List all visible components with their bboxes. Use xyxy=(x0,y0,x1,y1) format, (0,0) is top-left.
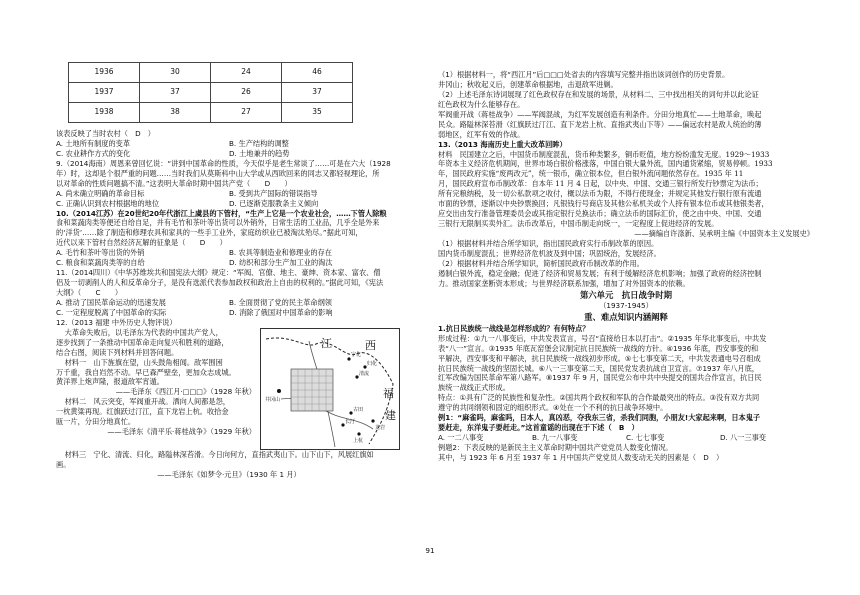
option: C. 农业耕作方式的变化 xyxy=(56,148,131,158)
right-column xyxy=(438,70,814,463)
question-13-title: 13.（2013 海南历史上重大改革回眸） xyxy=(438,139,567,149)
example-1-options xyxy=(438,433,814,443)
table-row xyxy=(69,63,353,83)
material-3-line: 画。 xyxy=(56,459,71,469)
question-13-part-2: （2）根据材料并结合所学知识，简析国民政府币制改革的作用。 xyxy=(438,258,644,268)
option: B. 全面贯彻了党的民主革命纲领 xyxy=(229,297,332,307)
option: A. 尚未确立明确的革命目标 xyxy=(56,188,145,198)
question-9-line: 年）时，这却是个很严重的问题……当时我们从莫斯科中山大学或从西欧回来的同志又都轻视理论，所 xyxy=(56,168,380,178)
map-label: 清流 xyxy=(359,370,370,377)
table-cell: 46 xyxy=(282,63,353,83)
question-11-options xyxy=(56,298,402,318)
material-line: 应交出由发行准备管理委员会或其指定银行兑换法币；确立法币的国际汇价，使之由中央、中国、交通 xyxy=(438,209,762,219)
table-cell: 37 xyxy=(140,83,211,103)
example-2-line: 例题2：下表反映的是新民主主义革命时期中国共产党党员人数变化情况。 xyxy=(438,443,673,452)
question-9-line: 以对革命的性质问题搞不清。”这表明大革命时期中国共产党（ D ） xyxy=(56,178,292,188)
page-number: 91 xyxy=(425,546,435,555)
answer-line: 遏制白银外流，稳定金融；促进了经济和贸易发展；有利于缓解经济危机影响；加强了政府的经济控制 xyxy=(438,268,762,278)
material-line: 年，国民政府实施“废两改元”，统一银币，确立银本位，但白银外流问题依然存在。1935 年 11 xyxy=(438,169,744,179)
question-10-line: 10.（2014江苏）在20世纪20年代浙江上虞县的下管村，“生产上它是一个农业社会，……下管人除粮 xyxy=(56,208,387,218)
option: D. 纺织和部分生产加工业的淘汰 xyxy=(229,258,333,268)
example-1-line: 例1：“麻雀吗，麻雀吗，日本人，真凶恶，夺我东三省，杀我们同胞，小朋友!大家起来啊，日本鬼子 xyxy=(438,413,761,423)
intro-line: 大革命失败后，以毛泽东为代表的中国共产党人， xyxy=(64,327,223,337)
table-cell: 24 xyxy=(211,63,282,83)
table-cell: 35 xyxy=(282,103,353,123)
question-9-line: 9.（2014海南）周恩来曾回忆说：“讲到中国革命的性质，今天似乎是老生常谈了……可是在六大（1928 xyxy=(56,158,391,168)
unit-years: （1937-1945） xyxy=(599,301,653,311)
answer-line: 力。推动国家垄断资本形成；与世界经济联系加强，增加了对外国资本的依赖。 xyxy=(438,278,690,288)
question-11-line: 大纲》（ C ） xyxy=(56,288,123,297)
table-row xyxy=(69,103,353,123)
map-label: 古田 xyxy=(353,406,364,413)
option: A. 土地所有制度的变革 xyxy=(56,138,131,148)
map-label: 归化 xyxy=(367,360,378,367)
intro-line: 结合右图，阅读下列材料并回答问题。 xyxy=(56,347,179,357)
option: B. 农具等制造业和修理业的存在 xyxy=(229,248,332,258)
unit-title: 第六单元 抗日战争时期 xyxy=(579,289,673,300)
knowledge-question: 1.抗日民族统一战线是怎样形成的？有何特点？ xyxy=(438,323,590,333)
question-8-stem: 该表反映了当时农村（ D ） xyxy=(56,129,155,138)
question-10-line: 近代以来下管村自然经济瓦解的征象是（ D ） xyxy=(56,238,227,248)
question-9-options xyxy=(56,189,402,209)
material-line: 市面的钞票，逐渐以中央钞票换回；凡银钱行号商店及其他公私机关或个人持有银本位币或其他银类者， xyxy=(438,199,769,209)
table-cell: 30 xyxy=(140,63,211,83)
knowledge-line: 形成过程：①九一八事变后，中共发表宣言，号召“直接给日本以打击”。②1935 年华北事变后，中共发 xyxy=(438,333,767,343)
knowledge-line: 红军改编为国民革命军第八路军。⑧1937 年 9 月，国民党公布中共中央提交的国共合作宣言，抗日民 xyxy=(438,373,762,383)
material-2-citation: ——毛泽东《清平乐·蒋桂战争》（1929 年秋） xyxy=(107,427,256,437)
map-label: 长汀 xyxy=(345,418,356,425)
option: A. 一二八事变 xyxy=(438,433,484,443)
material-line: 月，国民政府宣布币制改革：自本年 11 月 4 日起，以中央、中国、交通三银行所发行钞票定为法币； xyxy=(438,179,763,189)
table-cell: 38 xyxy=(140,103,211,123)
question-12-part-2: （2）上述毛泽东诗词展现了红色政权存在和发展的场景，从材料二、三中找出相关的词句并以此论证 xyxy=(438,89,759,99)
question-13-part-1: （1）根据材料并结合所学知识，指出国民政府实行币制改革的原因。 xyxy=(438,238,659,248)
region-map xyxy=(260,328,400,450)
answer-line: 井冈山；秋收起义后，创建革命根据地，击退敌军进剿。 xyxy=(438,79,618,89)
material-line: 年资本主义经济危机期间，世界市场白银价格涨落，中国白银大量外流，国内通货紧缩，贸易停顿。1933 xyxy=(438,159,773,169)
question-10-options xyxy=(56,248,402,268)
question-10-line: 食和菜蔬肉类等便还自给自足，并有毛竹和茶叶等出货可以外销外，日常生活的工业品，几乎全是外来 xyxy=(56,218,380,228)
table-cell: 27 xyxy=(211,103,282,123)
map-label: 建 xyxy=(385,408,396,422)
knowledge-line: 族统一战线正式形成。 xyxy=(438,383,510,393)
option: D. 消除了俄国对中国革命的影响 xyxy=(229,307,333,317)
material-3-line: 材料三 宁化、清流、归化，路隘林深苔滑。今日向何方，直指武夷山下。山下山下，风展红旗如 xyxy=(64,449,374,459)
question-12-part-1: （1）根据材料一，将“西江月”后□□□处省去的内容填写完整并指出该词创作的历史背景。 xyxy=(438,70,730,79)
question-10-line: 的‘洋货’……除了制造和修理农具和家具的一些手工业外，家庭纺织业已被淘汰殆尽。”据此可知， xyxy=(56,228,363,238)
table-cell: 37 xyxy=(282,83,353,103)
material-1-line: 材料一 山下旌旗在望，山头鼓角相闻。敌军围困 xyxy=(64,357,223,367)
answer-line: 军阀重开战（蒋桂战争）——军阀混战，为红军发展创造有利条件。分田分地真忙——土地革命，唤起 xyxy=(438,109,762,119)
option: D. 土地兼并的趋势 xyxy=(229,148,290,158)
table-cell: 1937 xyxy=(69,83,140,103)
statistics-table xyxy=(68,62,353,123)
map-drawing xyxy=(261,329,401,451)
option: C. 粮食和菜蔬肉类等的自给 xyxy=(56,258,145,268)
question-11-line: 侣及一切剥削人的人和反革命分子，是没有选派代表参加政权和政治上自由的权利的。”据此可知，《宪法 xyxy=(56,278,384,288)
material-3-citation: ——毛泽东《如梦令·元旦》（1930 年 1 月） xyxy=(157,469,301,479)
option: B. 受到共产国际的错误指导 xyxy=(229,188,318,198)
table-cell: 1936 xyxy=(69,63,140,83)
question-12-material xyxy=(56,328,402,450)
material-citation: ——摘编自许涤新、吴承明主编《中国资本主义发展史》 xyxy=(634,229,814,238)
material-line: 材料 民国建立之后，中国货币制度混乱，货币种类繁多，铜币贬值，地方纷纷滥发无度。1929～1933 xyxy=(438,149,770,159)
question-12-title: 12.（2013 福建 中外历史人物评说） xyxy=(56,317,177,327)
map-label: 龙岩 xyxy=(375,424,386,431)
answer-line: 弱地区，红军有效的作战。 xyxy=(438,129,525,139)
answer-line: 国内货币制度混乱；世界经济危机波及到中国；巩固统治，发展经济。 xyxy=(438,248,661,258)
map-label: 西 xyxy=(365,338,376,352)
question-11-line: 11.（2014四川）《中华苏维埃共和国宪法大纲》规定：“军阀、官僚、地主、豪绅、资本家、富农、僧 xyxy=(56,268,381,278)
question-8-options xyxy=(56,139,402,159)
option: C. 七七事变 xyxy=(626,433,665,443)
material-2-line: 瓯一片，分田分地真忙。 xyxy=(56,417,136,427)
option: A. 毛竹和茶叶等出货的外销 xyxy=(56,248,145,258)
option: B. 生产结构的调整 xyxy=(229,138,289,148)
feature-line: 遵守的共同纲领和固定的组织形式。④处在一个不利的抗日战争环境中。 xyxy=(438,403,668,413)
table-cell: 26 xyxy=(211,83,282,103)
material-1-citation: ——毛泽东《西江月·□□□》（1928 年秋） xyxy=(115,387,256,397)
option: D. 已逐渐克服教条主义倾向 xyxy=(229,198,319,208)
intro-line: 逐步找到了一条推动中国革命走向复兴和胜利的道路， xyxy=(56,337,229,347)
map-label: 福 xyxy=(383,386,394,400)
option: C. 正确认识到农村根据地的地位 xyxy=(56,198,160,208)
material-2-line: 材料二 风云突变，军阀重开战。洒向人间都是怨， xyxy=(64,397,230,407)
material-1-line: 万千重，我自岿然不动。早已森严壁垒，更加众志成城。 xyxy=(56,367,236,377)
material-text xyxy=(56,328,256,450)
option: D. 八一三事变 xyxy=(720,433,767,443)
knowledge-line: 抗日民族统一战线的坚固长城。⑥八一三事变第二天，国民党发表抗战自卫宣言。⑦1937 年八月底， xyxy=(438,363,759,373)
material-line: 三银行无限制买卖外汇。法币改革后，中国币制走向统一，一定程度上促进经济的发展。 xyxy=(438,219,719,229)
example-1-line: 要赶走，东洋鬼子要赶走。”这首童谣的出现在于下述（ B ） xyxy=(438,423,639,433)
map-label: 宁化 xyxy=(351,351,362,358)
feature-line: 特点：①具有广泛的民族性和复杂性。②国共两个政权和军队的合作最最突出的特点。③没有双方共同 xyxy=(438,393,760,403)
example-2-line: 其中，与 1923 年 6 月至 1937 年 1 月中国共产党党员人数变动无关的因素是（ D ） xyxy=(438,452,724,462)
section-title: 重、难点知识内涵阐释 xyxy=(584,312,668,323)
option: C. 一定程度脱离了中国革命的实际 xyxy=(56,307,167,317)
material-1-line: 黄洋界上炮声隆，报道敌军宵遁。 xyxy=(56,377,164,387)
material-2-line: 一枕黄粱再现。红旗跃过汀江，直下龙岩上杭。收拾金 xyxy=(56,407,229,417)
map-label: 江 xyxy=(321,336,332,350)
question-line: 红色政权为什么能够存在。 xyxy=(438,99,525,109)
table-cell: 1938 xyxy=(69,103,140,123)
knowledge-line: 表“八一”宣言。③1935 年底瓦窑堡会议制定抗日民族统一战线的方针。④1936 年底，西安事变的和 xyxy=(438,343,759,353)
option: A. 推动了国民革命运动的迅速发展 xyxy=(56,297,166,307)
option: B. 九一八事变 xyxy=(532,433,578,443)
knowledge-line: 平解决，西安事变和平解决，抗日民族统一战线初步形成。⑤七七事变第二天，中共发表通电号召组成 xyxy=(438,353,761,363)
table-row xyxy=(69,83,353,103)
material-line: 所有完粮纳税，及一切公私款项之收付，概以法币为限，不得行使现金；并规定其他发行银行原有流通 xyxy=(438,189,762,199)
answer-line: 民众。路隘林深苔滑（红旗跃过汀江、直下龙岩上杭、直指武夷山下等）——偏远农村是敌人统治的薄 xyxy=(438,119,762,129)
map-label: 上杭 xyxy=(353,437,364,444)
left-column xyxy=(56,62,402,480)
map-label: 井冈山 xyxy=(265,396,281,403)
